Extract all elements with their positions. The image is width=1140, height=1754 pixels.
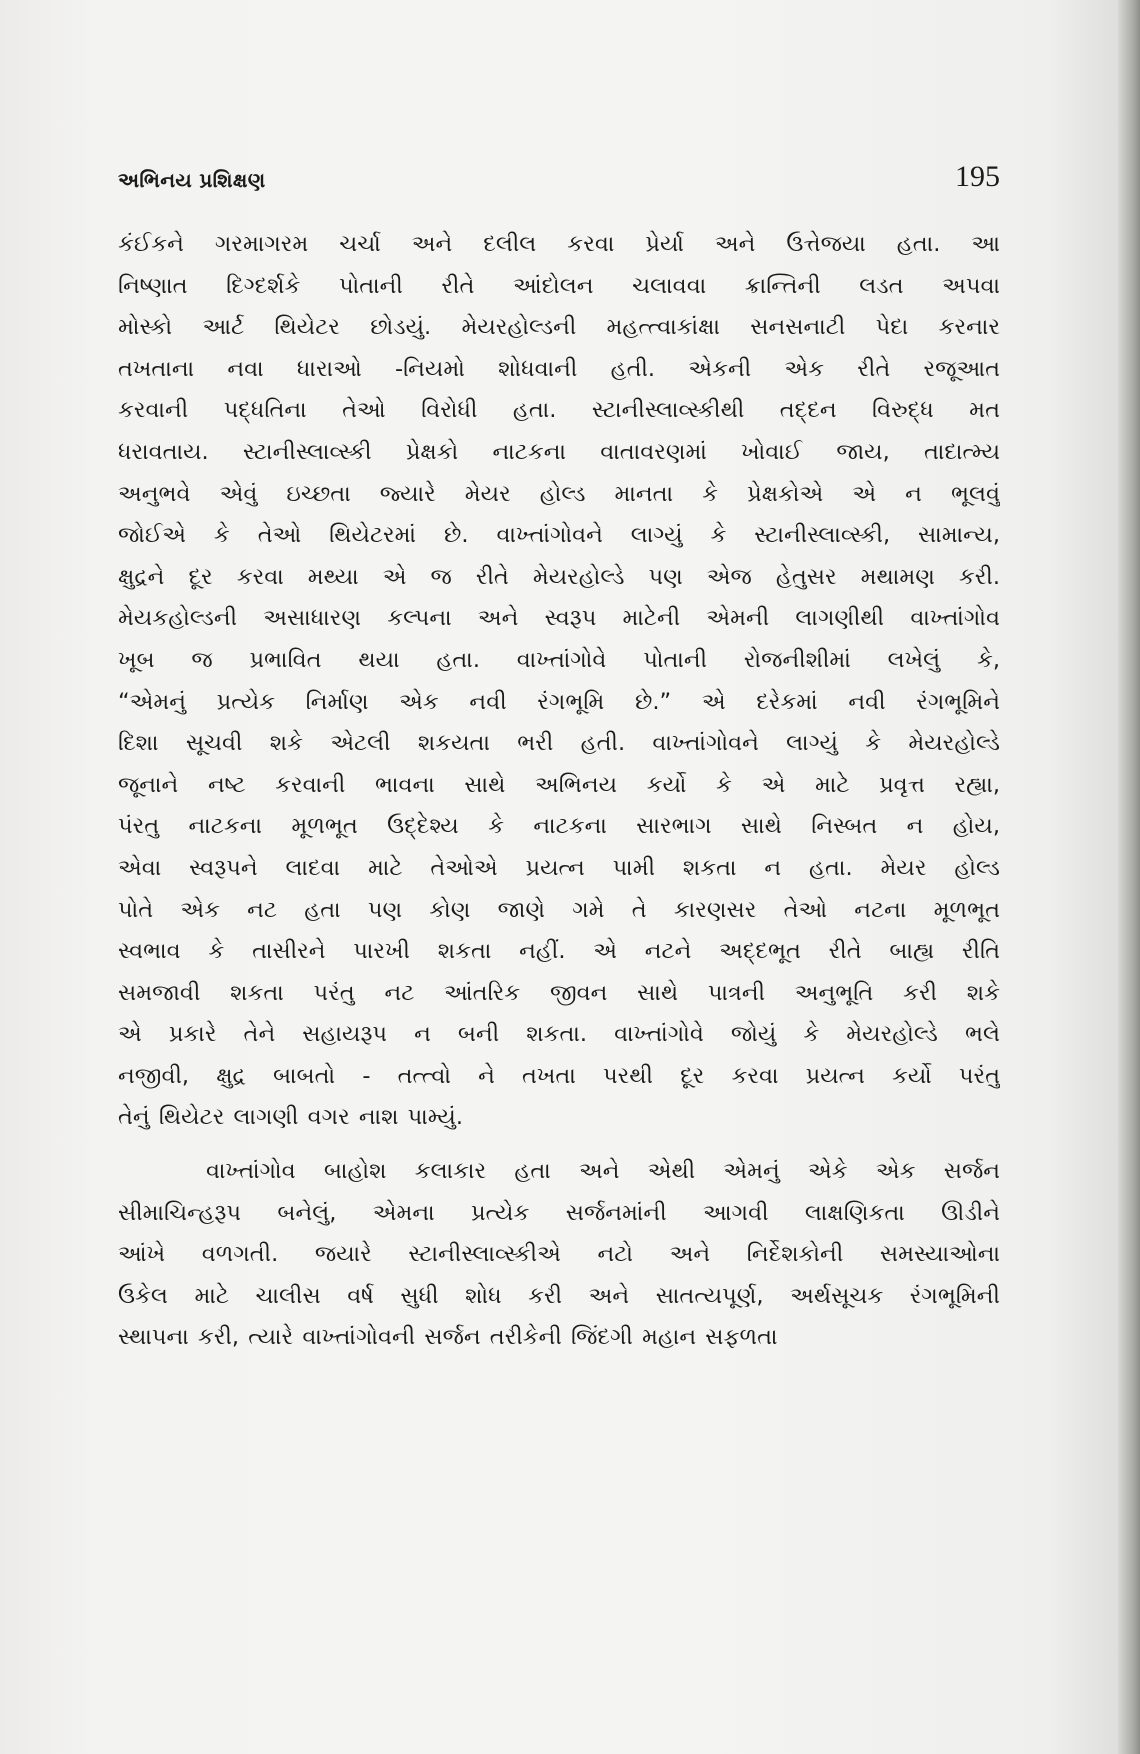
page-content [118,160,1000,1359]
text-line: સીમાચિન્હરૂપ બનેલું, એમના પ્રત્યેક સર્જનમાંની આગવી લાક્ષણિકતા ઊડીને [118,1199,1000,1226]
book-spine-shadow [1118,0,1140,1754]
text-line: એ પ્રકારે તેને સહાયરૂપ ન બની શકતા. વાખ્તાંગોવે જોયું કે મેયરહોલ્ડે ભલે [118,1021,1000,1048]
text-line: “એમનું પ્રત્યેક નિર્માણ એક નવી રંગભૂમિ છે.” એ દરેકમાં નવી રંગભૂમિને [118,688,1000,715]
text-line: ઉકેલ માટે ચાલીસ વર્ષ સુધી શોધ કરી અને સાતત્યપૂર્ણ, અર્થસૂચક રંગભૂમિની [118,1282,1000,1309]
text-line: તખતાના નવા ધારાઓ -નિયમો શોધવાની હતી. એકની એક રીતે રજૂઆત [118,355,1000,382]
running-header [118,160,1000,204]
text-line: સ્વભાવ કે તાસીરને પારખી શકતા નહીં. એ નટને અદ્દભૂત રીતે બાહ્ય રીતિ [118,938,1000,965]
paragraph [118,1151,1000,1359]
text-line: ખૂબ જ પ્રભાવિત થયા હતા. વાખ્તાંગોવે પોતાની રોજનીશીમાં લખેલું કે, [118,646,1000,673]
text-line: જોઈએ કે તેઓ થિયેટરમાં છે. વાખ્તાંગોવને લાગ્યું કે સ્ટાનીસ્લાવ્સ્કી, સામાન્ય, [118,522,1000,549]
text-line: દિશા સૂચવી શકે એટલી શકયતા ભરી હતી. વાખ્તાંગોવને લાગ્યું કે મેયરહોલ્ડે [118,730,1000,757]
text-line: તેનું થિયેટર લાગણી વગર નાશ પામ્યું. [118,1104,464,1131]
text-line: કંઈકને ગરમાગરમ ચર્ચા અને દલીલ કરવા પ્રેર્યા અને ઉત્તેજયા હતા. આ [118,231,1000,257]
text-line: કરવાની પદ્ધતિના તેઓ વિરોધી હતા. સ્ટાનીસ્લાવ્સ્કીથી તદ્દન વિરુદ્ધ મત [118,397,1000,424]
body-text [118,224,1000,1359]
running-header-title: અભિનય પ્રશિક્ષણ [118,168,266,192]
text-line: નિષ્ણાત દિગ્દર્શકે પોતાની રીતે આંદોલન ચલાવવા ક્રાન્તિની લડત અપવા [118,272,1000,299]
text-line: સ્થાપના કરી, ત્યારે વાખ્તાંગોવની સર્જન તરીકેની જિંદગી મહાન સફળતા [118,1324,778,1351]
paragraph [118,224,1000,1139]
text-line: મોસ્કો આર્ટ થિયેટર છોડયું. મેયરહોલ્ડની મહત્ત્વાકાંક્ષા સનસનાટી પેદા કરનાર [118,314,1000,341]
text-line: મેયકહોલ્ડની અસાધારણ કલ્પના અને સ્વરૂપ માટેની એમની લાગણીથી વાખ્તાંગોવ [118,605,1000,632]
text-line: ક્ષુદ્રને દૂર કરવા મથ્યા એ જ રીતે મેયરહોલ્ડે પણ એજ હેતુસર મથામણ કરી. [118,563,1000,590]
page-number: 195 [955,160,1000,193]
text-line: અનુભવે એવું ઇચ્છતા જ્યારે મેયર હોલ્ડ માનતા કે પ્રેક્ષકોએ એ ન ભૂલવું [118,480,1000,507]
text-line: એવા સ્વરૂપને લાદવા માટે તેઓએ પ્રયત્ન પામી શકતા ન હતા. મેયર હોલ્ડ [118,854,1000,881]
text-line: જૂનાને નષ્ટ કરવાની ભાવના સાથે અભિનય કર્યો કે એ માટે પ્રવૃત્ત રહ્યા, [118,771,1000,798]
text-line: સમજાવી શકતા પરંતુ નટ આંતરિક જીવન સાથે પાત્રની અનુભૂતિ કરી શકે [118,979,1000,1006]
text-line: ધરાવતાય. સ્ટાનીસ્લાવ્સ્કી પ્રેક્ષકો નાટકના વાતાવરણમાં ખોવાઈ જાય, તાદાત્મ્ય [118,438,1000,465]
text-line: નજીવી, ક્ષુદ્ર બાબતો - તત્ત્વો ને તખતા પરથી દૂર કરવા પ્રયત્ન કર્યો પરંતુ [118,1062,1000,1089]
text-line: વાખ્તાંગોવ બાહોશ કલાકાર હતા અને એથી એમનું એકે એક સર્જન [206,1158,1000,1185]
text-line: પોતે એક નટ હતા પણ કોણ જાણે ગમે તે કારણસર તેઓ નટના મૂળભૂત [118,896,1000,923]
text-line: પંરતુ નાટકના મૂળભૂત ઉદ્દેશ્ય કે નાટકના સારભાગ સાથે નિસ્બત ન હોય, [118,813,1000,840]
text-line: આંખે વળગતી. જયારે સ્ટાનીસ્લાવ્સ્કીએ નટો અને નિર્દેશકોની સમસ્યાઓના [118,1241,1000,1268]
paragraph-gap [118,1139,1000,1151]
